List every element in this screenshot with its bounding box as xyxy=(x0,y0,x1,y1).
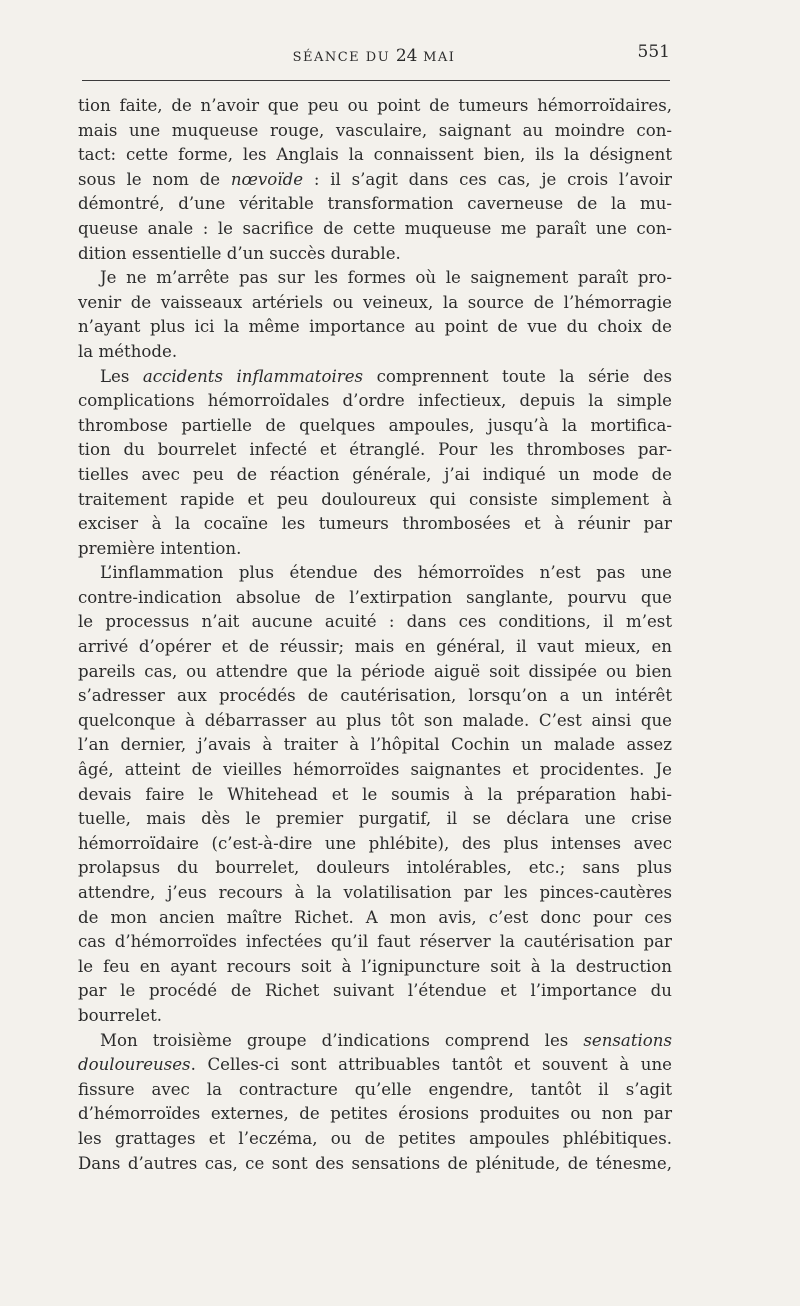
text-line: bourrelet. xyxy=(78,1005,163,1025)
text-line: l’an dernier, j’avais à traiter à l’hôpital Cochin un malade assez xyxy=(78,735,672,755)
text-line: tion du bourrelet infecté et étranglé. Pour les thromboses par- xyxy=(78,440,672,460)
text-line: devais faire le Whitehead et le soumis à la préparation habi- xyxy=(78,784,672,804)
page-number: 551 xyxy=(637,42,670,62)
italic-term: sensations xyxy=(583,1030,672,1050)
text-line: Dans d’autres cas, ce sont des sensations de plénitude, de ténesme, xyxy=(78,1153,672,1173)
text-run: : il s’agit dans ces cas, je crois l’avoir xyxy=(303,169,672,189)
text-line: tuelle, mais dès le premier purgatif, il se déclara une crise xyxy=(78,809,672,829)
text-line: s’adresser aux procédés de cautérisation, lorsqu’on a un intérêt xyxy=(78,686,672,706)
text-line xyxy=(78,1053,672,1078)
text-line: arrivé d’opérer et de réussir; mais en général, il vaut mieux, en xyxy=(78,637,672,657)
text-run: Les xyxy=(100,366,143,386)
text-run: Mon troisième groupe d’indications comprend les xyxy=(100,1030,584,1050)
italic-term: douloureuses xyxy=(78,1055,191,1075)
text-line: tielles avec peu de réaction générale, j’ai indiqué un mode de xyxy=(78,464,672,484)
text-line: tion faite, de n’avoir que peu ou point de tumeurs hémorroïdaires, xyxy=(78,96,672,115)
title-date-number: 24 xyxy=(395,46,418,66)
text-line: tact: cette forme, les Anglais la connaissent bien, ils la désignent xyxy=(78,145,672,165)
header-rule xyxy=(82,80,670,81)
text-line: queuse anale : le sacrifice de cette muqueuse me paraît une con- xyxy=(78,218,672,238)
text-line: mais une muqueuse rouge, vasculaire, saignant au moindre con- xyxy=(78,120,672,140)
text-line: complications hémorroïdales d’ordre infectieux, depuis la simple xyxy=(78,391,672,411)
running-head-title xyxy=(78,46,670,66)
text-line: âgé, atteint de vieilles hémorroïdes saignantes et procidentes. Je xyxy=(78,760,672,780)
text-line: la méthode. xyxy=(78,341,178,361)
text-line: de mon ancien maître Richet. A mon avis, c’est donc pour ces xyxy=(78,907,672,927)
text-line: d’hémorroïdes externes, de petites érosions produites ou non par xyxy=(78,1104,672,1124)
text-run: comprennent toute la série des xyxy=(363,366,672,386)
text-line: les grattages et l’eczéma, ou de petites ampoules phlébitiques. xyxy=(78,1128,672,1148)
italic-term: nœvoïde xyxy=(230,169,304,189)
text-run: sous le nom de xyxy=(78,169,231,189)
text-line: quelconque à débarrasser au plus tôt son malade. C’est ainsi que xyxy=(78,710,672,730)
text-line: par le procédé de Richet suivant l’étendue et l’importance du xyxy=(78,981,672,1001)
text-line: pareils cas, ou attendre que la période aiguë soit dissipée ou bien xyxy=(78,661,672,681)
text-line: hémorroïdaire (c’est-à-dire une phlébite), des plus intenses avec xyxy=(78,833,672,853)
title-part: SÉANCE DU xyxy=(292,50,396,65)
text-line: Je ne m’arrête pas sur les formes où le saignement paraît pro- xyxy=(100,268,672,288)
text-line: L’inflammation plus étendue des hémorroïdes n’est pas une xyxy=(100,563,672,583)
body-text xyxy=(78,94,672,1176)
text-line: le processus n’ait aucune acuité : dans ces conditions, il m’est xyxy=(78,612,672,632)
text-line: le feu en ayant recours soit à l’ignipuncture soit à la destruction xyxy=(78,956,672,976)
text-line: n’ayant plus ici la même importance au point de vue du choix de xyxy=(78,317,672,337)
text-line: exciser à la cocaïne les tumeurs thrombosées et à réunir par xyxy=(78,514,672,534)
text-line: prolapsus du bourrelet, douleurs intolérables, etc.; sans plus xyxy=(78,858,672,878)
text-line: thrombose partielle de quelques ampoules, jusqu’à la mortifica- xyxy=(78,415,672,435)
text-line: cas d’hémorroïdes infectées qu’il faut réserver la cautérisation par xyxy=(78,932,672,952)
italic-term: accidents inflammatoires xyxy=(142,366,364,386)
title-part: MAI xyxy=(417,50,456,65)
text-line: venir de vaisseaux artériels ou veineux, la source de l’hémorragie xyxy=(78,292,672,312)
text-line: contre-indication absolue de l’extirpation sanglante, pourvu que xyxy=(78,587,672,607)
text-line: fissure avec la contracture qu’elle engendre, tantôt il s’agit xyxy=(78,1079,672,1099)
text-line xyxy=(78,1029,672,1054)
text-line: dition essentielle d’un succès durable. xyxy=(78,243,401,263)
running-head xyxy=(78,40,670,70)
text-line xyxy=(78,365,672,390)
text-line: traitement rapide et peu douloureux qui consiste simplement à xyxy=(78,489,672,509)
text-line: démontré, d’une véritable transformation caverneuse de la mu- xyxy=(78,194,672,214)
text-line xyxy=(78,168,672,193)
text-line: attendre, j’eus recours à la volatilisation par les pinces-cautères xyxy=(78,883,672,902)
text-run: . Celles-ci sont attribuables tantôt et souvent à une xyxy=(190,1055,672,1075)
text-line: première intention. xyxy=(78,538,242,558)
